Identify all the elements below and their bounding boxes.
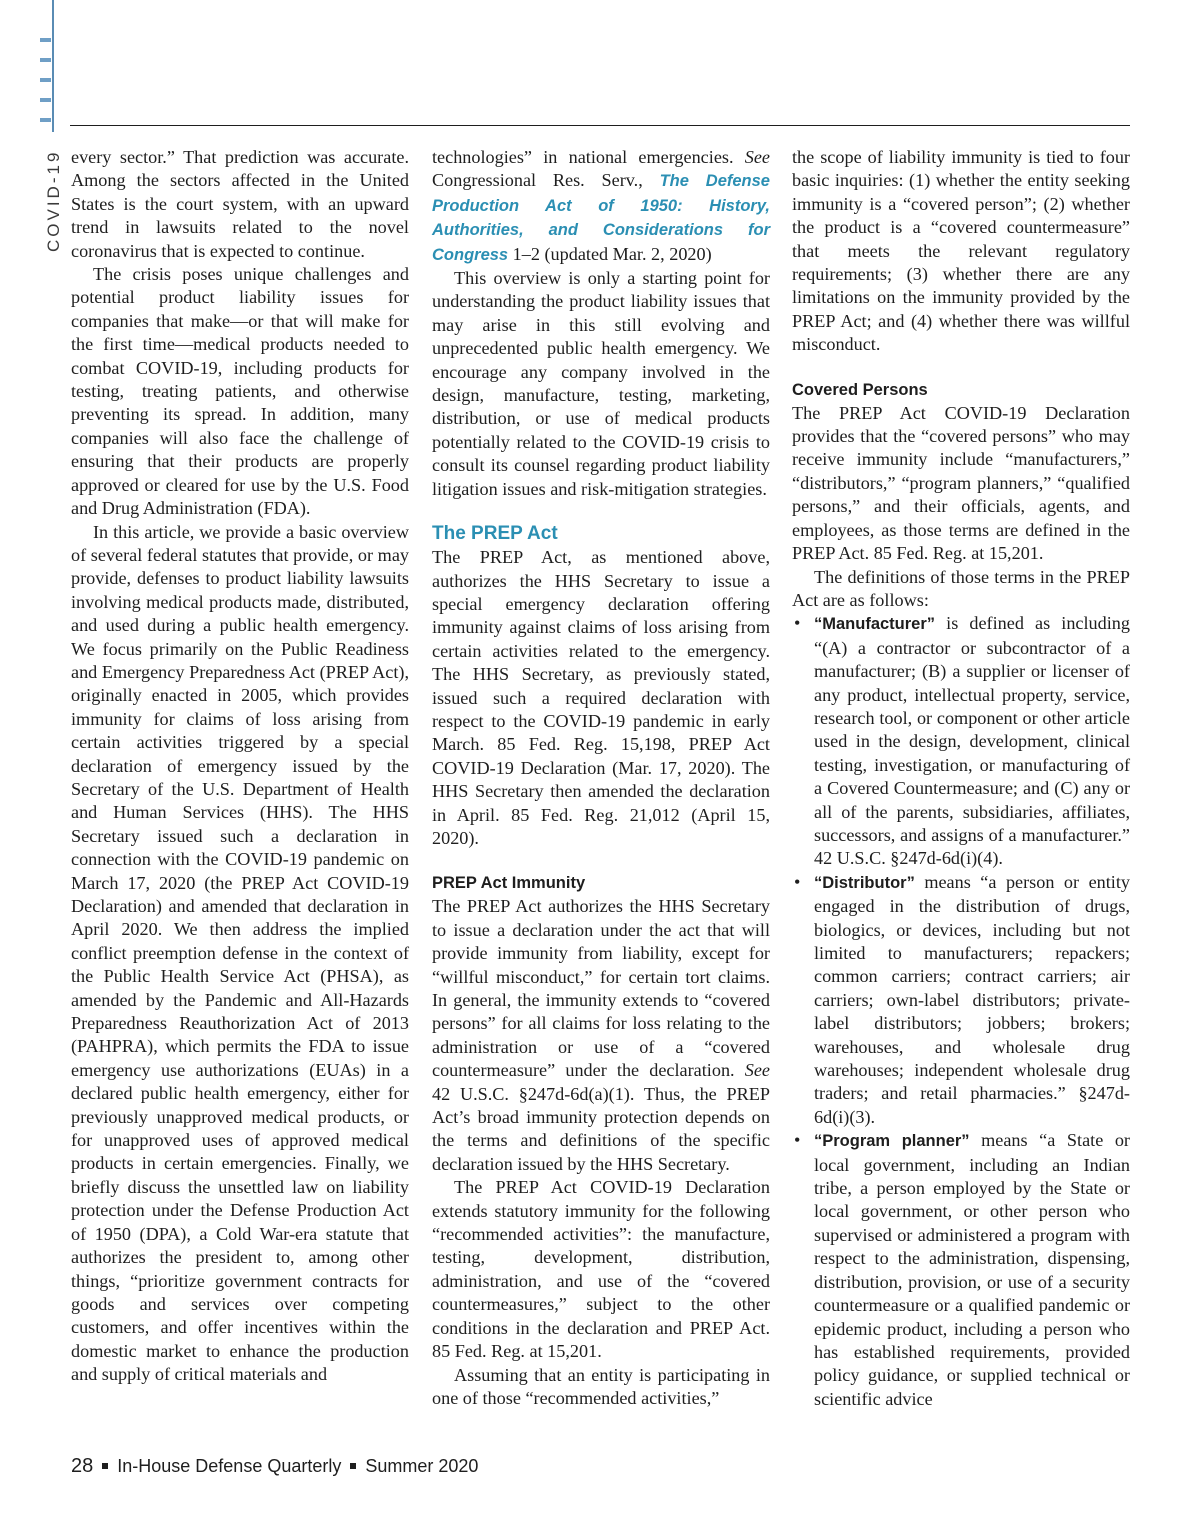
- paragraph: the scope of liability immunity is tied to four basic inquiries: (1) whether the entity seeking immunity is a “covered person”; (2) whether the product is a “covered countermeasure” that meets the relevant regulatory requirements; (3) whether there are any limitations on the immunity provided by the PREP Act; and (4) whether there was willful misconduct.: [792, 147, 1130, 355]
- subsection-heading: PREP Act Immunity: [432, 874, 586, 893]
- column-3: [792, 146, 1130, 1411]
- paragraph: [432, 895, 770, 1176]
- issue-date: Summer 2020: [365, 1456, 479, 1476]
- side-tab-tick: [40, 58, 51, 62]
- paragraph: The PREP Act COVID-19 Declaration provides that the “covered persons” who may receive immunity include “manufacturers,” “distributors,” “program planners,” “qualified persons,” and their officials, agents, and employees, as those terms are defined in the PREP Act. 85 Fed. Reg. at 15,201.: [792, 402, 1130, 564]
- paragraph: every sector.” That prediction was accurate. Among the sectors affected in the United States is the court system, with an upward trend in lawsuits related to the novel coronavirus that is expected to continue.: [71, 147, 409, 261]
- text: 42 U.S.C. §247d-6d(a)(1). Thus, the PREP Act’s broad immunity protection depends on the terms and definitions of the specific declaration issued by the HHS Secretary.: [432, 1083, 770, 1174]
- paragraph: The crisis poses unique challenges and potential product liability issues for companies that make—or that will make for the first time—medical products needed to combat COVID-19, including products for testing, treating patients, and otherwise preventing its spread. In addition, many companies will also face the challenge of ensuring that their products are properly approved or cleared for use by the U.S. Food and Drug Administration (FDA).: [71, 264, 409, 519]
- paragraph: The PREP Act, as mentioned above, authorizes the HHS Secretary to issue a special emergency declaration offering immunity against claims of loss arising from certain activities related to the emergency. The HHS Secretary, as previously stated, issued such a required declaration with respect to the COVID-19 pandemic in early March. 85 Fed. Reg. 15,198, PREP Act COVID-19 Declaration (Mar. 17, 2020). The HHS Secretary then amended the declaration in April. 85 Fed. Reg. 21,012 (April 15, 2020).: [432, 547, 770, 848]
- text: 1–2 (updated Mar. 2, 2020): [508, 243, 712, 264]
- side-tab-tick: [40, 98, 51, 102]
- paragraph: [432, 146, 770, 267]
- paragraph: The PREP Act COVID-19 Declaration extends statutory immunity for the following “recommended activities”: the manufacture, testing, development, distribution, administration, and use of the “covered countermeasures,” subject to the other conditions in the declaration and PREP Act. 85 Fed. Reg. at 15,201.: [432, 1177, 770, 1362]
- defined-term: “Manufacturer”: [814, 615, 936, 634]
- paragraph: This overview is only a starting point for understanding the product liability issues that may arise in this still evolving and unprecedented public health emergency. We encourage any company involved in the design, manufacture, testing, marketing, distribution, or use of medical products potentially related to the COVID-19 crisis to consult its counsel regarding product liability litigation issues and risk-mitigation strategies.: [432, 268, 770, 499]
- citation-signal: See: [744, 147, 770, 167]
- section-label: COVID-19: [44, 150, 63, 253]
- top-rule: [70, 125, 1130, 126]
- bullet-icon: •: [794, 613, 801, 634]
- bullet-icon: •: [794, 871, 801, 892]
- column-1: [71, 146, 409, 1387]
- bullet-icon: •: [794, 1130, 801, 1151]
- side-tab-tick: [40, 118, 51, 122]
- side-tab-tick: [40, 38, 51, 42]
- text: The PREP Act authorizes the HHS Secretary to issue a declaration under the act that will provide immunity from liability, except for “willful misconduct,” for certain tort claims. In general, the immunity extends to “covered persons” for all claims for loss relating to the administration or use of a “covered countermeasure” under the declaration.: [432, 896, 770, 1081]
- paragraph: In this article, we provide a basic overview of several federal statutes that provide, or may provide, defenses to product liability lawsuits involving medical products made, distributed, and used during a public health emergency. We focus primarily on the Public Readiness and Emergency Preparedness Act (PREP Act), originally enacted in 2005, which provides immunity for claims of loss arising from certain activities triggered by a special declaration of emergency issued by the Secretary of the U.S. Department of Health and Human Services (HHS). The HHS Secretary issued such a declaration in connection with the COVID-19 pandemic on March 17, 2020 (the PREP Act COVID-19 Declaration) and amended that declaration in April 2020. We then address the implied conflict preemption defense in the context of the Public Health Service Act (PHSA), as amended by the Pandemic and All-Hazards Preparedness Reauthorization Act of 2013 (PAHPRA), which permits the FDA to issue emergency use authorizations (EUAs) in a declared public health emergency, either for previously unapproved medical products, or for unapproved uses of approved medical products in certain emergencies. Finally, we briefly discuss the unsettled law on liability protection under the Defense Production Act of 1950 (DPA), a Cold War-era statute that authorizes the president to, among other things, “prioritize government contracts for goods and services over competing customers, and offer incentives within the domestic market to enhance the production and supply of critical materials and: [71, 521, 409, 1385]
- reference-link[interactable]: The Defense Production Act of 1950: History, Authorities, and Considerations for Congress: [432, 172, 770, 264]
- side-tab-tick: [40, 78, 51, 82]
- separator-icon: [350, 1463, 356, 1469]
- definition-text: means “a State or local government, including an Indian tribe, a person employed by the State or local government, or other person who supervised or administered a program with respect to the administration, dispensing, distribution, provision, or use of a security countermeasure or a qualified pandemic or epidemic product, including a person who has established requirements, provided policy guidance, or supplied technical or scientific advice: [814, 1130, 1130, 1409]
- column-2: [432, 146, 770, 1410]
- definition-list: [792, 612, 1130, 1411]
- side-tab-decoration: [40, 0, 54, 132]
- page-footer: [71, 1455, 478, 1478]
- defined-term: “Program planner”: [814, 1132, 970, 1151]
- publication-name: In-House Defense Quarterly: [117, 1456, 342, 1476]
- page-number: 28: [71, 1455, 94, 1477]
- citation-signal: See: [744, 1060, 770, 1081]
- paragraph: Assuming that an entity is participating in one of those “recommended activities,”: [432, 1364, 770, 1408]
- list-item: [792, 612, 1130, 870]
- paragraph: The definitions of those terms in the PREP Act are as follows:: [792, 566, 1130, 610]
- list-item: [792, 871, 1130, 1129]
- defined-term: “Distributor”: [814, 873, 915, 892]
- text: Congressional Res. Serv.,: [432, 170, 660, 191]
- text: technologies” in national emergencies.: [432, 147, 745, 167]
- subsection-heading: Covered Persons: [792, 380, 928, 399]
- list-item: [792, 1129, 1130, 1411]
- side-tab-line: [52, 0, 54, 132]
- separator-icon: [102, 1463, 108, 1469]
- section-heading: The PREP Act: [432, 523, 558, 545]
- definition-text: is defined as including “(A) a contractor or subcontractor of a manufacturer; (B) a supplier or licenser of any product, intellectual property, service, research tool, or component or other article used in the design, development, clinical testing, investigation, or manufacturing of a Covered Countermeasure; and (C) any or all of the parents, subsidiaries, affiliates, successors, and assigns of a manufacturer.” 42 U.S.C. §247d-6d(i)(4).: [814, 613, 1130, 869]
- definition-text: means “a person or entity engaged in the distribution of drugs, biologics, or devices, including but not limited to manufacturers; repackers; common carriers; contract carriers; air carriers; own-label distributors; private-label distributors; jobbers; brokers; warehouses, and wholesale drug warehouses; independent wholesale drug traders; and retail pharmacies.” §247d-6d(i)(3).: [814, 871, 1130, 1127]
